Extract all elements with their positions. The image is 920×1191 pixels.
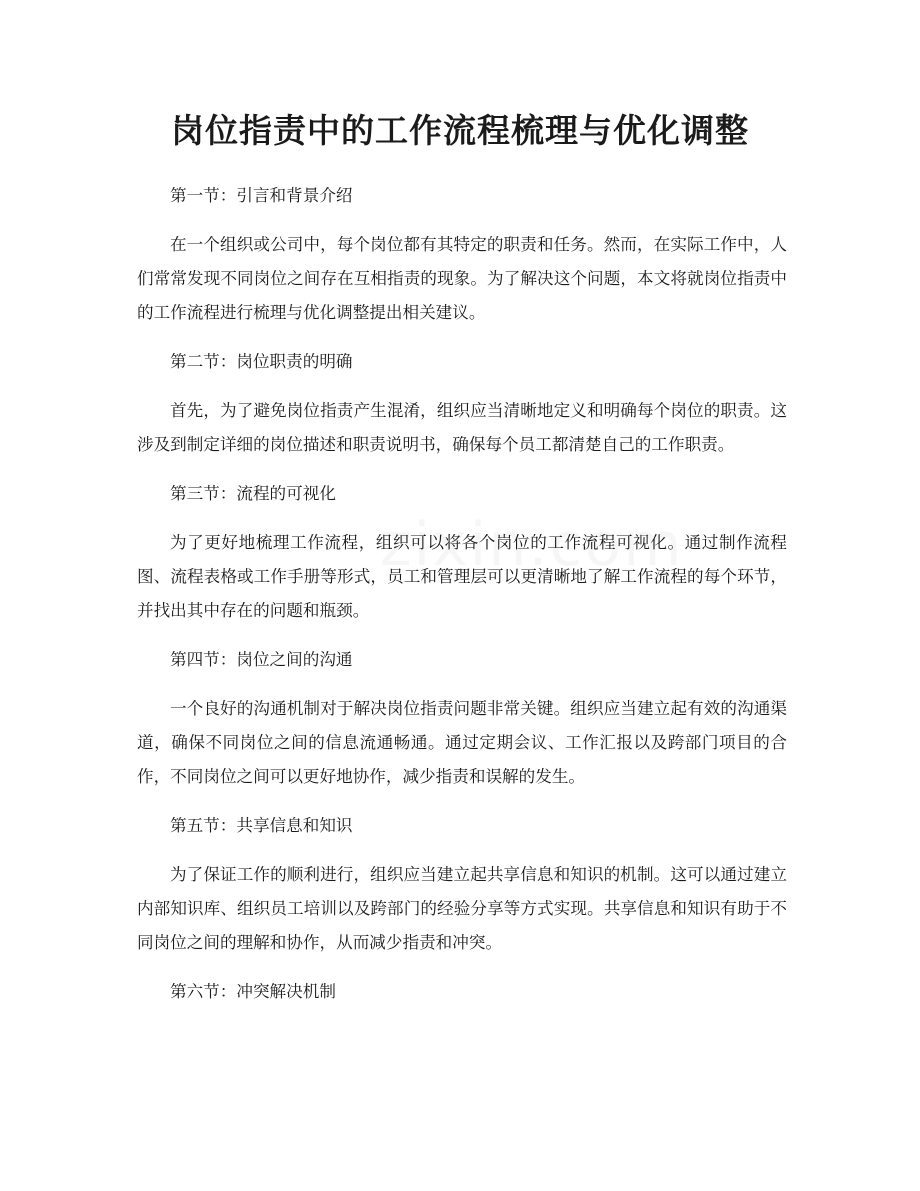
- section-4-paragraph: 一个良好的沟通机制对于解决岗位指责问题非常关键。组织应当建立起有效的沟通渠道，确保不同岗位之间的信息流通畅通。通过定期会议、工作汇报以及跨部门项目的合作，不同岗位之间可以更好地协作，减少指责和误解的发生。: [137, 699, 787, 786]
- section-3-heading: 第三节：流程的可视化: [170, 484, 336, 503]
- section-2-paragraph: 首先，为了避免岗位指责产生混淆，组织应当清晰地定义和明确每个岗位的职责。这涉及到制定详细的岗位描述和职责说明书，确保每个员工都清楚自己的工作职责。: [137, 401, 787, 454]
- section-1-paragraph: 在一个组织或公司中，每个岗位都有其特定的职责和任务。然而，在实际工作中，人们常常发现不同岗位之间存在互相指责的现象。为了解决这个问题，本文将就岗位指责中的工作流程进行梳理与优化调整提出相关建议。: [137, 235, 787, 322]
- section-5-paragraph: 为了保证工作的顺利进行，组织应当建立起共享信息和知识的机制。这可以通过建立内部知识库、组织员工培训以及跨部门的经验分享等方式实现。共享信息和知识有助于不同岗位之间的理解和协作，从而减少指责和冲突。: [137, 865, 787, 952]
- section-3-paragraph: 为了更好地梳理工作流程，组织可以将各个岗位的工作流程可视化。通过制作流程图、流程表格或工作手册等形式，员工和管理层可以更清晰地了解工作流程的每个环节，并找出其中存在的问题和瓶颈。: [137, 533, 787, 620]
- document-body: [137, 179, 787, 1024]
- section-6-heading: 第六节：冲突解决机制: [170, 982, 336, 1001]
- section-1-heading: 第一节：引言和背景介绍: [170, 186, 353, 205]
- section-5-heading: 第五节：共享信息和知识: [170, 816, 353, 835]
- document-title: 岗位指责中的工作流程梳理与优化调整: [171, 111, 749, 150]
- section-4-heading: 第四节：岗位之间的沟通: [170, 650, 353, 669]
- section-2-heading: 第二节：岗位职责的明确: [170, 352, 353, 371]
